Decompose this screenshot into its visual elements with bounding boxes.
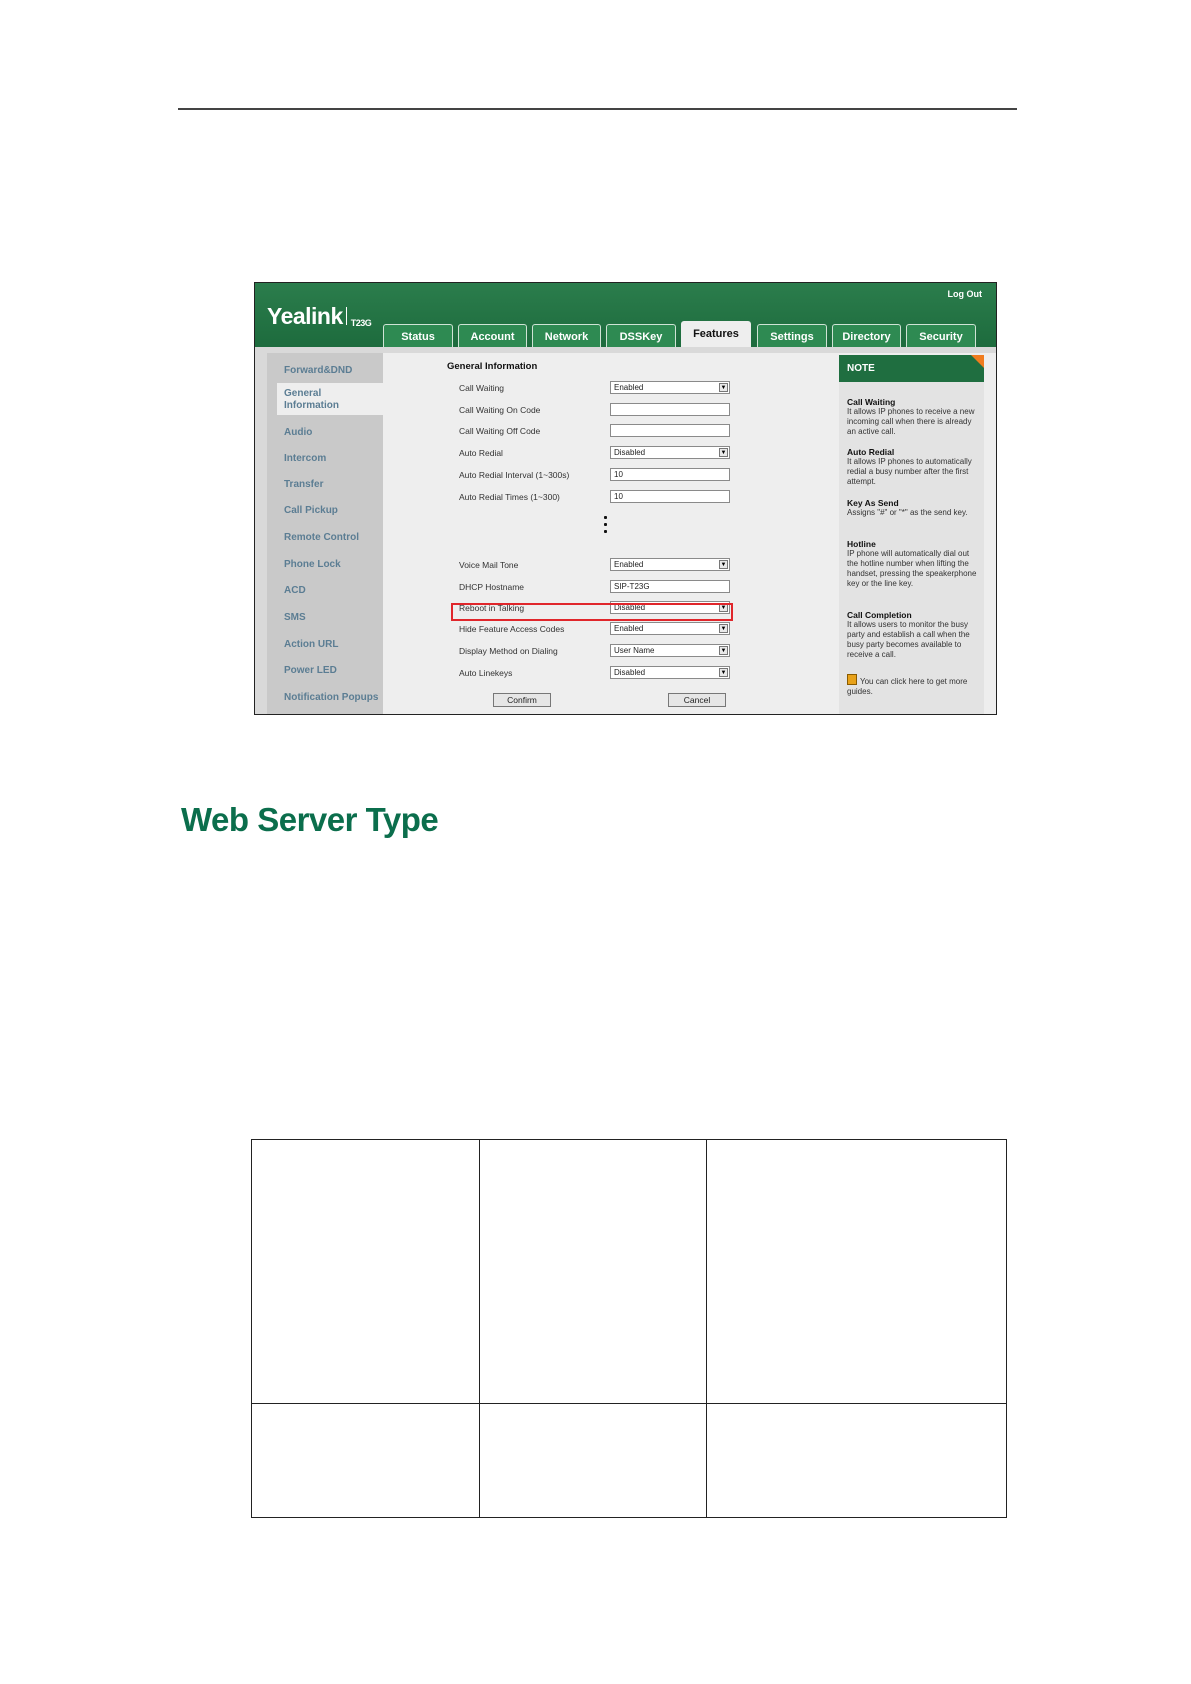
nav-forward-dnd[interactable]: Forward&DND — [284, 365, 353, 376]
select-hide-feature-access-codes[interactable]: Enabled ▼ — [610, 622, 730, 635]
input-call-waiting-on-code[interactable] — [610, 403, 730, 416]
label-auto-linekeys: Auto Linekeys — [459, 668, 513, 678]
help-icon — [847, 674, 857, 685]
tab-features[interactable]: Features — [681, 321, 751, 347]
select-auto-linekeys[interactable]: Disabled ▼ — [610, 666, 730, 679]
note-hotline: Hotline IP phone will automatically dial out the hotline number when lifting the handset, pressing the speakerphone key or the line key. — [847, 539, 977, 588]
chevron-down-icon: ▼ — [720, 562, 727, 568]
section-title: General Information — [447, 361, 538, 372]
input-auto-redial-interval[interactable]: 10 — [610, 468, 730, 481]
label-reboot-in-talking: Reboot in Talking — [459, 603, 525, 613]
note-key-as-send: Key As Send Assigns "#" or "*" as the send key. — [847, 498, 968, 517]
nav-remote-control[interactable]: Remote Control — [284, 532, 359, 543]
section-heading: Web Server Type — [181, 801, 439, 838]
nav-action-url[interactable]: Action URL — [284, 639, 339, 650]
select-display-method-on-dialing[interactable]: User Name ▼ — [610, 644, 730, 657]
web-ui-screenshot — [254, 282, 997, 715]
input-auto-redial-times[interactable]: 10 — [610, 490, 730, 503]
nav-call-pickup[interactable]: Call Pickup — [284, 505, 338, 516]
nav-notification-popups[interactable]: Notification Popups — [284, 692, 379, 703]
note-tip[interactable]: You can click here to get more guides. — [847, 674, 977, 697]
chevron-down-icon: ▼ — [720, 670, 727, 676]
table-column-divider — [479, 1140, 480, 1517]
tab-dsskey[interactable]: DSSKey — [606, 324, 676, 347]
chevron-down-icon: ▼ — [720, 450, 727, 456]
chevron-down-icon: ▼ — [720, 648, 727, 654]
select-voice-mail-tone[interactable]: Enabled ▼ — [610, 558, 730, 571]
table-column-divider — [706, 1140, 707, 1517]
label-call-waiting-off-code: Call Waiting Off Code — [459, 426, 541, 436]
input-dhcp-hostname[interactable]: SIP-T23G — [610, 580, 730, 593]
confirm-button[interactable]: Confirm — [493, 693, 551, 707]
label-call-waiting-on-code: Call Waiting On Code — [459, 405, 541, 415]
note-corner-icon — [971, 355, 984, 368]
select-reboot-in-talking[interactable]: Disabled ▼ — [610, 601, 730, 614]
tab-account[interactable]: Account — [458, 324, 527, 347]
label-call-waiting: Call Waiting — [459, 383, 505, 393]
nav-transfer[interactable]: Transfer — [284, 479, 324, 490]
note-panel — [839, 355, 984, 714]
note-call-completion: Call Completion It allows users to monitor the busy party and establish a call when the busy party becomes available to receive a call. — [847, 610, 970, 659]
chevron-down-icon: ▼ — [720, 626, 727, 632]
select-auto-redial[interactable]: Disabled ▼ — [610, 446, 730, 459]
label-auto-redial: Auto Redial — [459, 448, 503, 458]
label-display-method-on-dialing: Display Method on Dialing — [459, 646, 558, 656]
tab-network[interactable]: Network — [532, 324, 601, 347]
tab-settings[interactable]: Settings — [757, 324, 827, 347]
nav-general-information[interactable]: General Information — [277, 383, 383, 415]
header-bar — [255, 283, 996, 347]
nav-audio[interactable]: Audio — [284, 427, 313, 438]
nav-phone-lock[interactable]: Phone Lock — [284, 559, 341, 570]
label-auto-redial-times: Auto Redial Times (1~300) — [459, 492, 560, 502]
yealink-logo: Yealink T23G — [267, 303, 372, 329]
tab-status[interactable]: Status — [383, 324, 453, 347]
left-nav — [267, 353, 383, 714]
page-top-rule — [178, 108, 1017, 110]
parameter-table — [251, 1139, 1007, 1518]
tab-security[interactable]: Security — [906, 324, 976, 347]
nav-sms[interactable]: SMS — [284, 612, 306, 623]
label-hide-feature-access-codes: Hide Feature Access Codes — [459, 624, 565, 634]
nav-power-led[interactable]: Power LED — [284, 665, 337, 676]
table-row-divider — [252, 1403, 1006, 1404]
label-voice-mail-tone: Voice Mail Tone — [459, 560, 519, 570]
label-auto-redial-interval: Auto Redial Interval (1~300s) — [459, 470, 570, 480]
chevron-down-icon: ▼ — [720, 605, 727, 611]
label-dhcp-hostname: DHCP Hostname — [459, 582, 525, 592]
nav-acd[interactable]: ACD — [284, 585, 306, 596]
note-auto-redial: Auto Redial It allows IP phones to automatically redial a busy number after the first attempt. — [847, 447, 972, 486]
chevron-down-icon: ▼ — [720, 385, 727, 391]
nav-intercom[interactable]: Intercom — [284, 453, 327, 464]
logout-link[interactable]: Log Out — [947, 289, 982, 299]
tab-directory[interactable]: Directory — [832, 324, 901, 347]
ellipsis-vertical-icon — [604, 516, 607, 537]
cancel-button[interactable]: Cancel — [668, 693, 726, 707]
note-call-waiting: Call Waiting It allows IP phones to receive a new incoming call when there is already an active call. — [847, 397, 975, 436]
note-title: NOTE — [839, 355, 984, 382]
input-call-waiting-off-code[interactable] — [610, 424, 730, 437]
select-call-waiting[interactable]: Enabled ▼ — [610, 381, 730, 394]
highlight-box — [451, 603, 733, 621]
model-label: T23G — [350, 318, 372, 328]
